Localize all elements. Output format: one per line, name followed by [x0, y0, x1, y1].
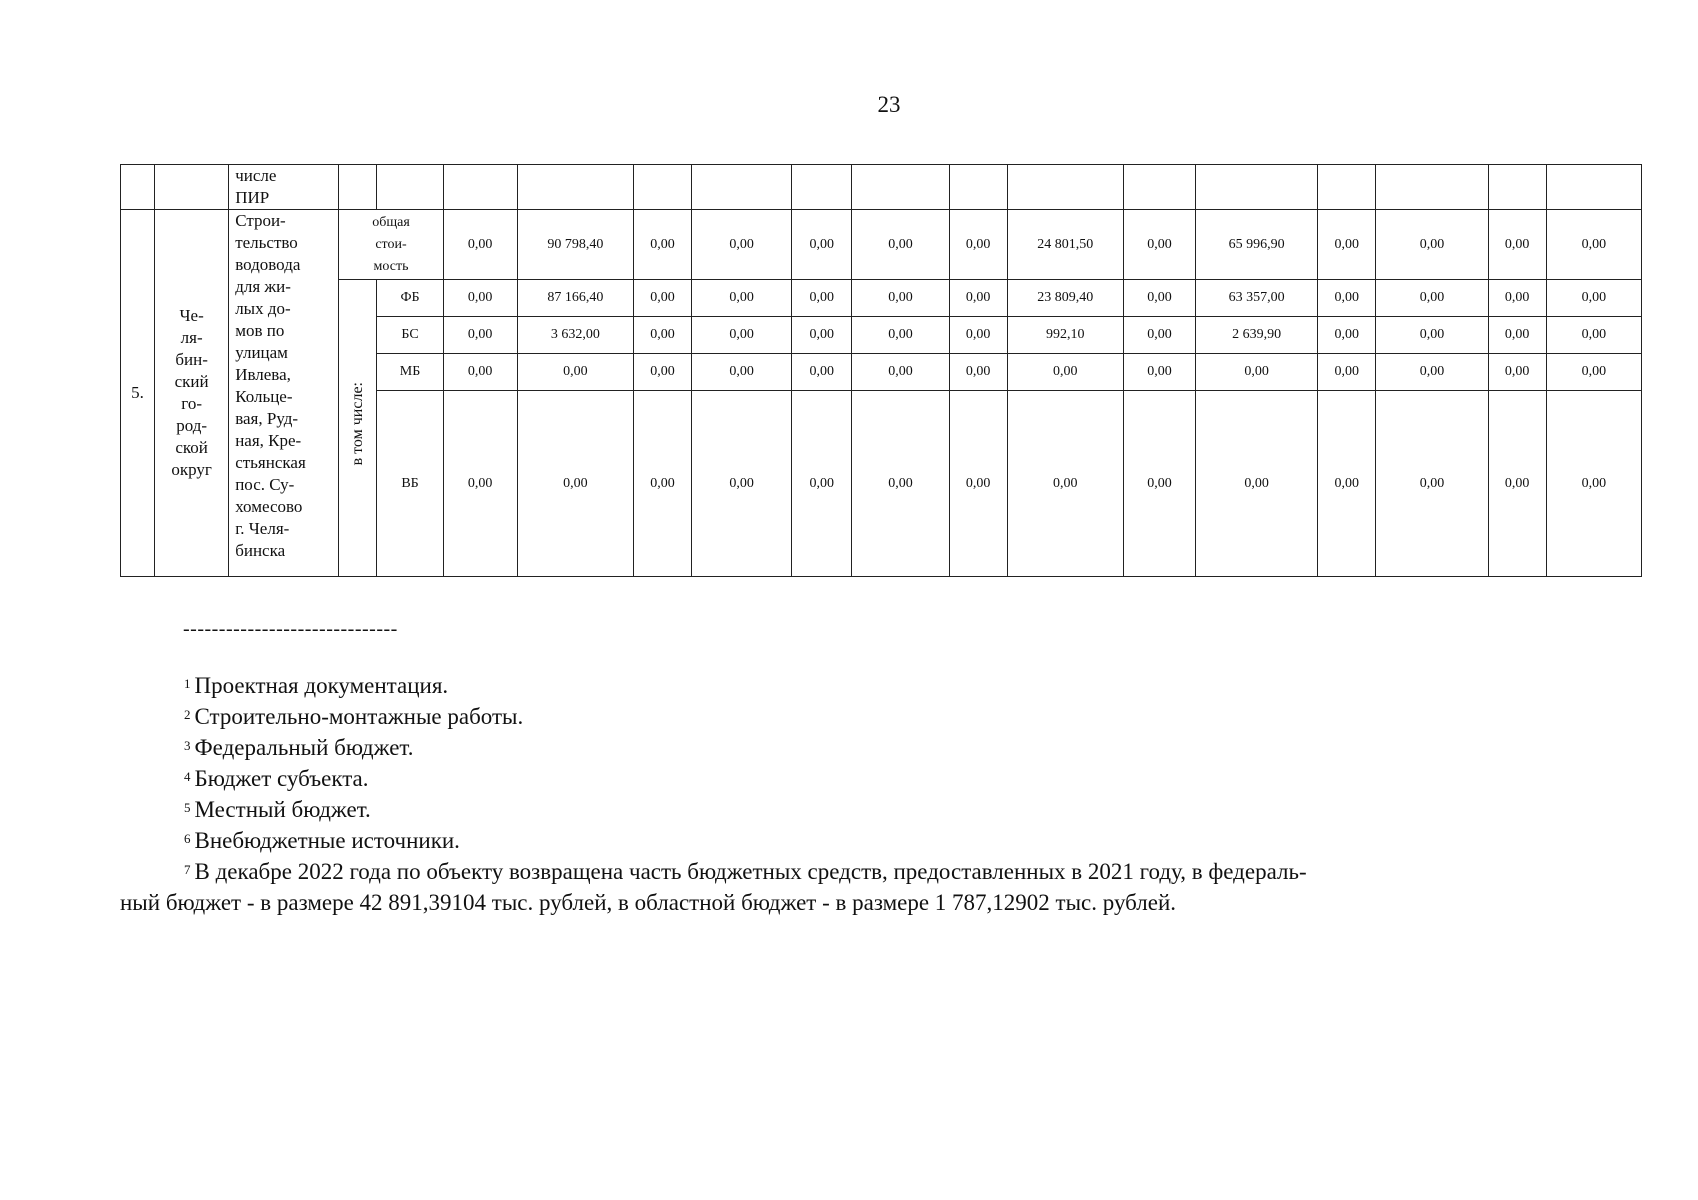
value-cell: 0,00 — [692, 210, 792, 280]
budget-table — [120, 164, 1642, 577]
table-cell — [1123, 165, 1195, 210]
value-cell: 0,00 — [1376, 280, 1488, 317]
value-cell: 0,00 — [792, 280, 852, 317]
value-cell: 0,00 — [443, 317, 517, 354]
table-cell — [949, 165, 1007, 210]
value-cell: 0,00 — [1318, 354, 1376, 391]
table-cell — [377, 165, 443, 210]
value-cell: 0,00 — [1007, 354, 1123, 391]
value-cell: 0,00 — [852, 317, 949, 354]
value-cell: 0,00 — [949, 210, 1007, 280]
value-cell: 0,00 — [633, 391, 691, 577]
table-cell — [1196, 165, 1318, 210]
table-cell — [155, 165, 229, 210]
including-label: в том числе: — [339, 280, 377, 577]
value-cell: 0,00 — [692, 280, 792, 317]
value-cell: 0,00 — [1123, 317, 1195, 354]
footnote-6: $^6$ Внебюджетные источники. — [184, 828, 460, 853]
value-cell: 0,00 — [1123, 391, 1195, 577]
value-cell: 0,00 — [852, 391, 949, 577]
value-cell: 0,00 — [443, 210, 517, 280]
object-name-cell: Строи- тельство водовода для жи- лых до- мов по улицам Ивлева, Кольце- вая, Руд- ная, Кре- стьянская пос. Су- хомесово г. Челя- бинска — [229, 210, 339, 577]
value-cell: 2 639,90 — [1196, 317, 1318, 354]
municipality-cell: Че- ля- бин- ский го- род- ской округ — [155, 210, 229, 577]
footnote-5: $^5$ Местный бюджет. — [184, 797, 371, 822]
value-cell: 0,00 — [633, 280, 691, 317]
table-cell — [633, 165, 691, 210]
budget-code-label: ВБ — [377, 391, 443, 577]
value-cell: 0,00 — [443, 280, 517, 317]
footnote-1: $^1$ Проектная документация. — [184, 673, 449, 698]
value-cell: 90 798,40 — [517, 210, 633, 280]
value-cell: 0,00 — [1488, 354, 1546, 391]
total-cost-label: общая стои- мость — [339, 210, 443, 280]
value-cell: 992,10 — [1007, 317, 1123, 354]
value-cell: 87 166,40 — [517, 280, 633, 317]
value-cell: 0,00 — [517, 391, 633, 577]
budget-code-label: ФБ — [377, 280, 443, 317]
value-cell: 0,00 — [1318, 317, 1376, 354]
value-cell: 0,00 — [692, 391, 792, 577]
value-cell: 0,00 — [1318, 280, 1376, 317]
table-cell — [339, 165, 377, 210]
value-cell: 0,00 — [692, 317, 792, 354]
budget-code-label: МБ — [377, 354, 443, 391]
footnote-7-continuation: ный бюджет - в размере 42 891,39104 тыс. рублей, в областной бюджет - в размере 1 787,12902 тыс. рублей. — [120, 890, 1177, 915]
value-cell: 0,00 — [1123, 210, 1195, 280]
value-cell: 0,00 — [1376, 210, 1488, 280]
footnote-separator: ------------------------------ — [183, 618, 398, 640]
table-cell — [1318, 165, 1376, 210]
table-cell — [1488, 165, 1546, 210]
value-cell: 0,00 — [1123, 354, 1195, 391]
value-cell: 63 357,00 — [1196, 280, 1318, 317]
footnote-7: $^7$ В декабре 2022 года по объекту возвращена часть бюджетных средств, предоставленных в 2021 году, в федераль- — [184, 859, 1307, 884]
value-cell: 65 996,90 — [1196, 210, 1318, 280]
value-cell: 0,00 — [852, 210, 949, 280]
value-cell: 0,00 — [633, 317, 691, 354]
value-cell: 0,00 — [792, 210, 852, 280]
value-cell: 0,00 — [1376, 391, 1488, 577]
value-cell: 0,00 — [1546, 210, 1641, 280]
value-cell: 0,00 — [1376, 317, 1488, 354]
table-cell — [1376, 165, 1488, 210]
value-cell: 0,00 — [1196, 391, 1318, 577]
value-cell: 0,00 — [692, 354, 792, 391]
prev-row-text: числе ПИР — [229, 165, 339, 210]
footnotes — [120, 670, 1640, 918]
table-row-previous — [121, 165, 1642, 210]
value-cell: 0,00 — [1488, 317, 1546, 354]
value-cell: 0,00 — [633, 354, 691, 391]
row-number: 5. — [121, 210, 155, 577]
value-cell: 24 801,50 — [1007, 210, 1123, 280]
table-cell — [692, 165, 792, 210]
footnote-2: $^2$ Строительно-монтажные работы. — [184, 704, 524, 729]
value-cell: 0,00 — [792, 391, 852, 577]
value-cell: 0,00 — [1318, 391, 1376, 577]
value-cell: 3 632,00 — [517, 317, 633, 354]
value-cell: 0,00 — [949, 391, 1007, 577]
table-cell — [443, 165, 517, 210]
value-cell: 0,00 — [1376, 354, 1488, 391]
value-cell: 0,00 — [1123, 280, 1195, 317]
table-row-fb — [121, 280, 1642, 317]
value-cell: 0,00 — [1007, 391, 1123, 577]
value-cell: 0,00 — [443, 391, 517, 577]
value-cell: 0,00 — [1546, 391, 1641, 577]
value-cell: 0,00 — [792, 317, 852, 354]
value-cell: 0,00 — [1488, 391, 1546, 577]
value-cell: 0,00 — [949, 280, 1007, 317]
table-cell — [852, 165, 949, 210]
value-cell: 0,00 — [949, 317, 1007, 354]
value-cell: 0,00 — [1546, 354, 1641, 391]
value-cell: 0,00 — [633, 210, 691, 280]
footnote-4: $^4$ Бюджет субъекта. — [184, 766, 369, 791]
value-cell: 0,00 — [443, 354, 517, 391]
value-cell: 23 809,40 — [1007, 280, 1123, 317]
value-cell: 0,00 — [852, 354, 949, 391]
value-cell: 0,00 — [792, 354, 852, 391]
value-cell: 0,00 — [949, 354, 1007, 391]
table-cell — [1546, 165, 1641, 210]
footnote-3: $^3$ Федеральный бюджет. — [184, 735, 414, 760]
value-cell: 0,00 — [517, 354, 633, 391]
value-cell: 0,00 — [1318, 210, 1376, 280]
value-cell: 0,00 — [1546, 317, 1641, 354]
value-cell: 0,00 — [1488, 280, 1546, 317]
value-cell: 0,00 — [1196, 354, 1318, 391]
table-cell — [517, 165, 633, 210]
table-cell — [121, 165, 155, 210]
table-cell — [1007, 165, 1123, 210]
value-cell: 0,00 — [852, 280, 949, 317]
value-cell: 0,00 — [1488, 210, 1546, 280]
page-number: 23 — [877, 92, 901, 117]
table-cell — [792, 165, 852, 210]
value-cell: 0,00 — [1546, 280, 1641, 317]
table-row-total — [121, 210, 1642, 280]
budget-code-label: БС — [377, 317, 443, 354]
